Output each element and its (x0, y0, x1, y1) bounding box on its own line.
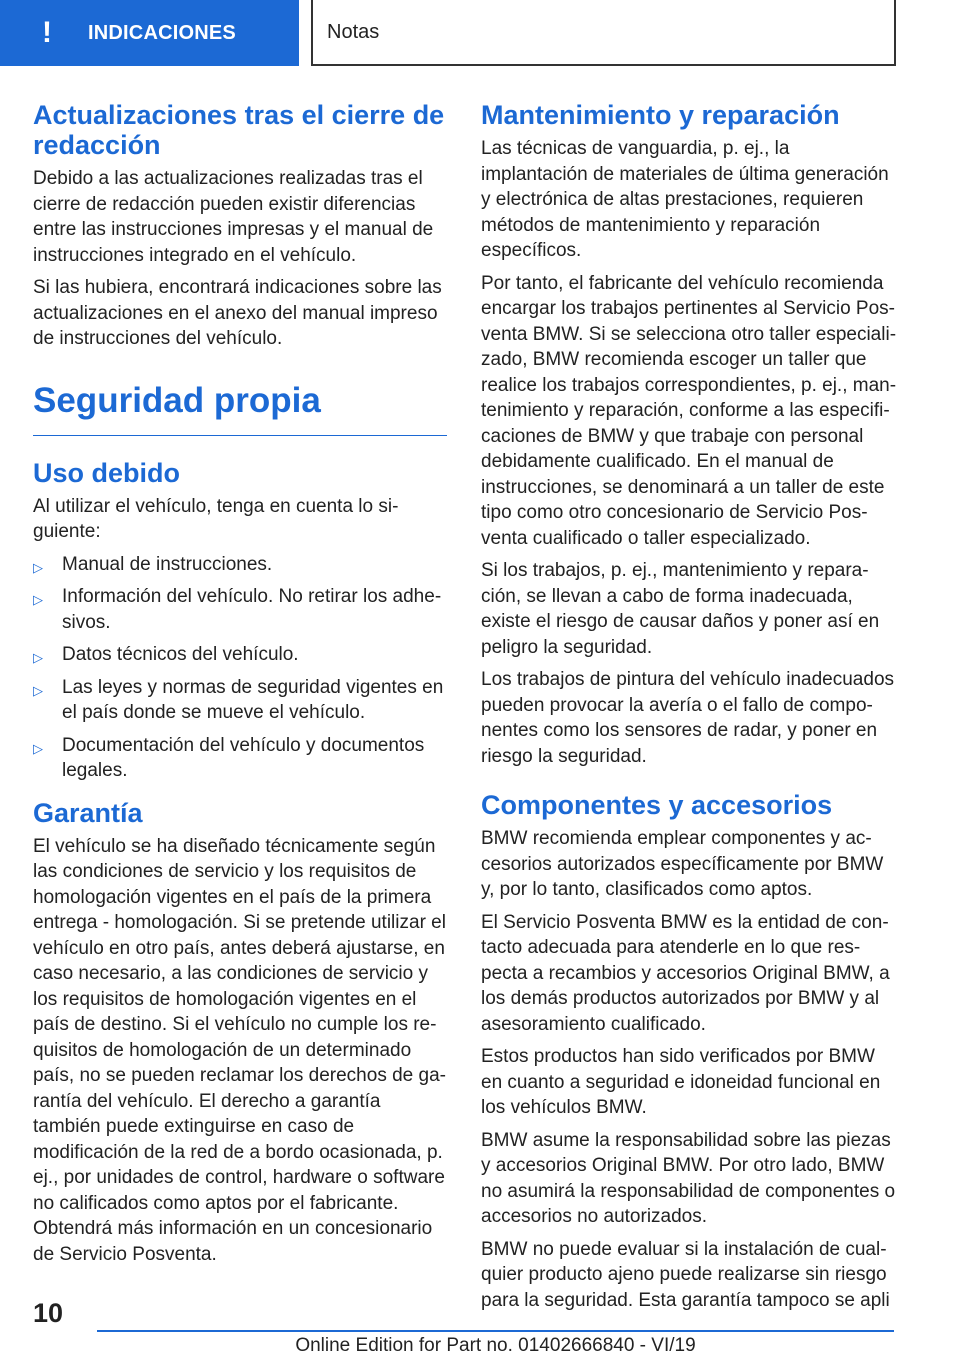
heading-uso-debido: Uso debido (33, 457, 180, 488)
paragraph: El Servicio Posventa BMW es la entidad de contacto adecuada para atenderle en lo que respecta a recambios y accesorios Original BMW, a los demás productos autorizados por BMW y al asesoramiento cualificado. (481, 911, 890, 1035)
paragraph: Las técnicas de vanguardia, p. ej., la implantación de materiales de última generación y electrónica de altas prestaciones, requieren métodos de mantenimiento y reparación específicos. (481, 138, 889, 261)
paragraph: Si las hubiera, encontrará indicaciones sobre las actualizaciones en el anexo del manual impreso de instrucciones del vehículo. (33, 277, 442, 349)
triangle-bullet-icon: ▷ (33, 650, 43, 665)
list-item: ▷ Documentación del vehículo y documentos legales. (33, 734, 425, 781)
paragraph: Los trabajos de pintura del vehículo inadecuados pueden provocar la avería o el fallo de componentes como los sensores de radar, y poner en riesgo la seguridad. (481, 669, 895, 767)
triangle-bullet-icon: ▷ (33, 559, 43, 575)
list-item: ▷ Datos técnicos del vehículo. (33, 642, 447, 668)
paragraph: BMW no puede evaluar si la instalación de cualquier producto ajeno puede realizarse sin riesgo para la seguridad. Esta garantía tampoco se apli (481, 1238, 890, 1311)
warning-icon: ! (42, 16, 52, 49)
triangle-bullet-icon: ▷ (33, 682, 43, 698)
triangle-bullet-icon: ▷ (33, 592, 43, 607)
bullet-list (33, 552, 447, 784)
tab-indicaciones[interactable] (0, 0, 299, 66)
tab-notas-label: Notas (327, 20, 380, 43)
triangle-bullet-icon: ▷ (33, 740, 43, 756)
heading-mantenimiento: Mantenimiento y reparación (481, 100, 840, 130)
heading-garantia: Garantía (33, 797, 143, 828)
page-number: 10 (33, 1298, 64, 1328)
heading-componentes: Componentes y accesorios (481, 790, 833, 820)
paragraph: Debido a las actualizaciones realizadas tras el cierre de redacción pueden existir diferencias entre las instrucciones impresas y el manual de instrucciones integrado en el vehículo. (33, 168, 434, 266)
heading-actualizaciones: Actualizaciones tras el cierre de redacción (33, 100, 445, 160)
paragraph: BMW recomienda emplear componentes y accesorios autorizados específicamente por BMW y, por lo tanto, clasificados como aptos. (481, 828, 884, 900)
paragraph: Por tanto, el fabricante del vehículo recomienda encargar los trabajos pertinentes al Servicio Posventa BMW. Si se selecciona otro taller especializado, BMW recomienda escoger un taller que realice los trabajos correspondientes, p. ej., mantenimiento y reparación, conforme a las especificaciones de BMW y que trabaje con personal debidamente cualificado. En el manual de instrucciones, se denominará a un taller de este tipo como otro concesionario de Servicio Posventa cualificado o taller especializado. (481, 272, 897, 549)
paragraph: BMW asume la responsabilidad sobre las piezas y accesorios Original BMW. Por otro lado, BMW no asumirá la responsabilidad de componentes o accesorios no autorizados. (481, 1129, 896, 1227)
footer-edition: Online Edition for Part no. 01402666840 - VI/19 (295, 1335, 696, 1356)
list-item: ▷ Información del vehículo. No retirar los adhesivos. (33, 586, 442, 633)
paragraph: Si los trabajos, p. ej., mantenimiento y reparación, se llevan a cabo de forma inadecuada, existe el riesgo de causar daños y poner así en peligro la seguridad. (481, 560, 880, 658)
paragraph: El vehículo se ha diseñado técnicamente según las condiciones de servicio y los requisitos de homologación vigentes en el país de la primera entrega - homologación. Si se pretende utilizar el vehículo en otro país, antes deberá ajustarse, en caso necesario, a las condiciones de servicio y los requisitos de homologación vigentes en el país de destino. Si el vehículo no cumple los requisitos de homologación de un determinado país, no se pueden reclamar los derechos de garantía del vehículo. El derecho a garantía también puede extinguirse en caso de modificación de la red de a bordo ocasionada, p. ej., por unidades de control, hardware o software no calificados como aptos por el fabricante. Obtendrá más información en un concesionario de Servicio Posventa. (33, 835, 446, 1265)
heading-seguridad-propia: Seguridad propia (33, 381, 447, 436)
footer-divider (97, 1330, 894, 1332)
paragraph: Al utilizar el vehículo, tenga en cuenta lo siguiente: (33, 495, 399, 542)
list-item: ▷ Manual de instrucciones. (33, 552, 447, 578)
page-header (0, 0, 960, 66)
list-item: ▷ Las leyes y normas de seguridad vigentes en el país donde se mueve el vehículo. (33, 676, 444, 723)
right-column (481, 100, 897, 1320)
paragraph: Estos productos han sido verificados por BMW en cuanto a seguridad e idoneidad funcional en los vehículos BMW. (481, 1046, 881, 1118)
left-column (33, 100, 447, 1274)
tab-indicaciones-label: INDICACIONES (88, 21, 236, 44)
tab-notas[interactable] (311, 0, 896, 66)
